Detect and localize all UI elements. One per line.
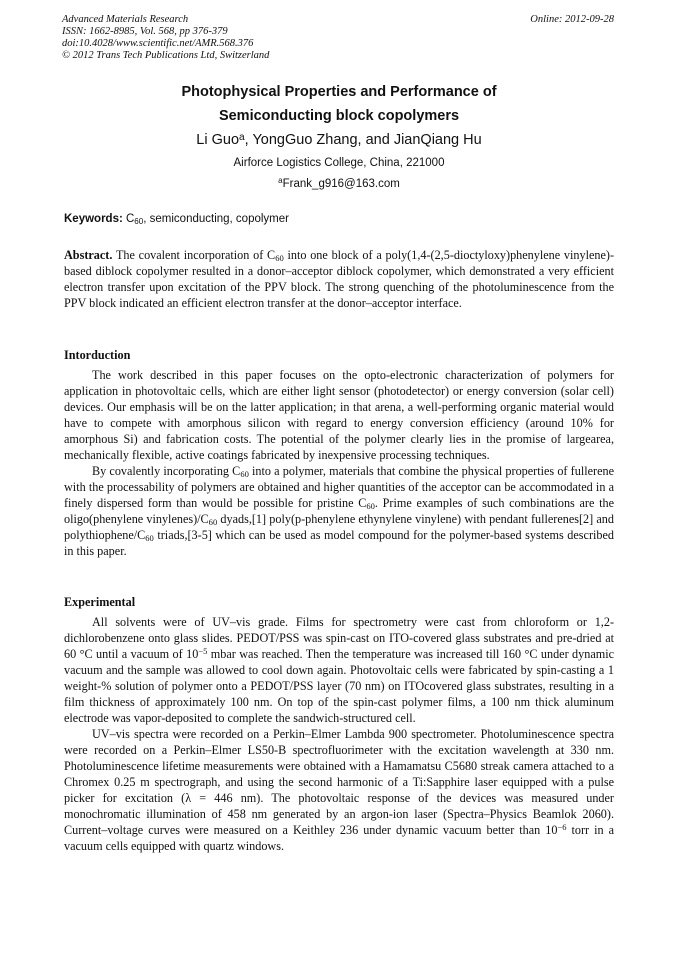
keywords-label: Keywords: (64, 213, 123, 225)
exp-p1-a: All solvents were of UV–vis grade. Films for spectrometry were cast from chloroform or 1,2-dichlorobenzene onto glass slides. PEDOT/PSS was spin-cast on ITO-covered glass substrates and pre-dried at 60 °C until a vacuum of 10 (64, 615, 614, 661)
intro-paragraph-1: The work described in this paper focuses on the opto-electronic characterization of polymers for application in photovoltaic cells, which are either light sensor (photodetector) or energy conversion (solar cell) devices. Our emphasis will be on the latter application; in that arena, a well-performing organic material would have to compete with amorphous silicon with regard to energy conversion efficiency (around 10% for amorphous Si) and fabrication costs. The potential of the polymer clearly lies in the promise of largearea, mechanically flexible, active coatings fabricated by inexpensive processing techniques. (64, 368, 614, 462)
title-line-1: Photophysical Properties and Performance of (181, 84, 497, 100)
intro-p2-c: . Prime examples of such combinations are the oligo(phenylene vinylenes)/C (64, 496, 614, 526)
abstract-label: Abstract. (64, 248, 113, 262)
intro-body (64, 367, 614, 559)
exp-p2-sup: −6 (557, 822, 567, 832)
email-address: Frank_g916@163.com (282, 178, 400, 190)
copyright-line: © 2012 Trans Tech Publications Ltd, Switzerland (62, 50, 270, 61)
intro-p2-sub2: 60 (366, 501, 375, 511)
keyword-rest: , semiconducting, copolymer (143, 213, 289, 225)
intro-heading: Intorduction (64, 348, 131, 362)
keyword-c60: C (122, 213, 135, 225)
intro-p2-a: By covalently incorporating C (92, 464, 241, 478)
author-1: Li Guo (196, 132, 240, 148)
abstract-sub: 60 (275, 253, 284, 263)
intro-paragraph-2 (64, 463, 614, 559)
journal-header (62, 14, 269, 62)
intro-p2-d: dyads,[1] poly(p-phenylene ethynylene vinylene) with pendant fullerenes[2] and polythiophene/C (64, 512, 614, 542)
intro-p2-sub3: 60 (208, 517, 218, 527)
experimental-body (64, 614, 614, 854)
other-authors: , YongGuo Zhang, and JianQiang Hu (244, 132, 482, 148)
experimental-paragraph-1 (64, 614, 614, 726)
keyword-c60-sub: 60 (134, 217, 144, 226)
exp-p2-b: torr in a vacuum cells equipped with quartz windows. (64, 823, 614, 853)
keywords (64, 211, 289, 227)
doi-line: doi:10.4028/www.scientific.net/AMR.568.376 (62, 38, 254, 49)
intro-p2-sub1: 60 (240, 469, 249, 479)
author-list (0, 130, 678, 150)
exp-p1-sup: −5 (198, 646, 208, 656)
title-line-2: Semiconducting block copolymers (218, 108, 460, 124)
abstract-text-1: The covalent incorporation of C (112, 248, 276, 262)
author-email (0, 176, 678, 192)
issn-line: ISSN: 1662-8985, Vol. 568, pp 376-379 (62, 26, 228, 37)
author-1-marker: a (239, 132, 245, 143)
intro-p2-e: triads,[3-5] which can be used as model compound for the polymer-based systems described in this paper. (64, 528, 614, 558)
experimental-heading: Experimental (64, 595, 136, 609)
online-date: Online: 2012-09-28 (530, 14, 614, 25)
exp-p1-b: mbar was reached. Then the temperature was increased till 160 °C under dynamic vacuum and the sample was allowed to cool down again. Photovoltaic cells were fabricated by spin-casting a 1 weight-% solution of polymer onto a PEDOT/PSS layer (70 nm) on ITOcovered glass substrates, resulting in a film thickness of approximately 100 nm. On top of the spin-cast polymer films, a 100 nm thick aluminum electrode was vapor-deposited to complete the sandwich-structured cell. (64, 647, 615, 725)
exp-p2-a: UV–vis spectra were recorded on a Perkin–Elmer Lambda 900 spectrometer. Photoluminescence spectra were recorded on a Perkin–Elmer LS50-B spectrofluorimeter with the excitation wavelength at 330 nm. Photoluminescence lifetime measurements were obtained with a Hamamatsu C5680 streak camera attached to a Chromex 0.25 m spectrograph, and using the second harmonic of a Ti:Sapphire laser equipped with a pulse picker for excitation (λ = 446 nm). The photovoltaic response of the devices was measured under monochromatic illumination of 458 nm generated by an argon-ion laser (Spectra–Physics Beamlok 2060). Current–voltage curves were measured on a Keithley 236 under dynamic vacuum better than 10 (64, 727, 614, 837)
email-marker: a (278, 176, 283, 185)
experimental-paragraph-2 (64, 726, 614, 854)
intro-p2-b: into a polymer, materials that combine the physical properties of fullerene with the processability of polymers are obtained and higher quantities of the acceptor can be accommodated in a finely dispersed form than would be possible for pristine C (64, 464, 614, 510)
abstract-text-2: into one block of a poly(1,4-(2,5-dioctyloxy)phenylene vinylene)-based diblock copolymer resulted in a donor–acceptor diblock copolymer, which demonstrated a very efficient electron transfer upon excitation of the PPV block. The strong quenching of the photoluminescence from the PPV block indicated an efficient electron transfer at the donor–acceptor interface. (64, 248, 614, 310)
affiliation: Airforce Logistics College, China, 221000 (233, 157, 445, 169)
abstract (64, 247, 614, 311)
intro-p2-sub4: 60 (145, 533, 154, 543)
paper-title (0, 80, 678, 128)
journal-name: Advanced Materials Research (62, 14, 189, 25)
